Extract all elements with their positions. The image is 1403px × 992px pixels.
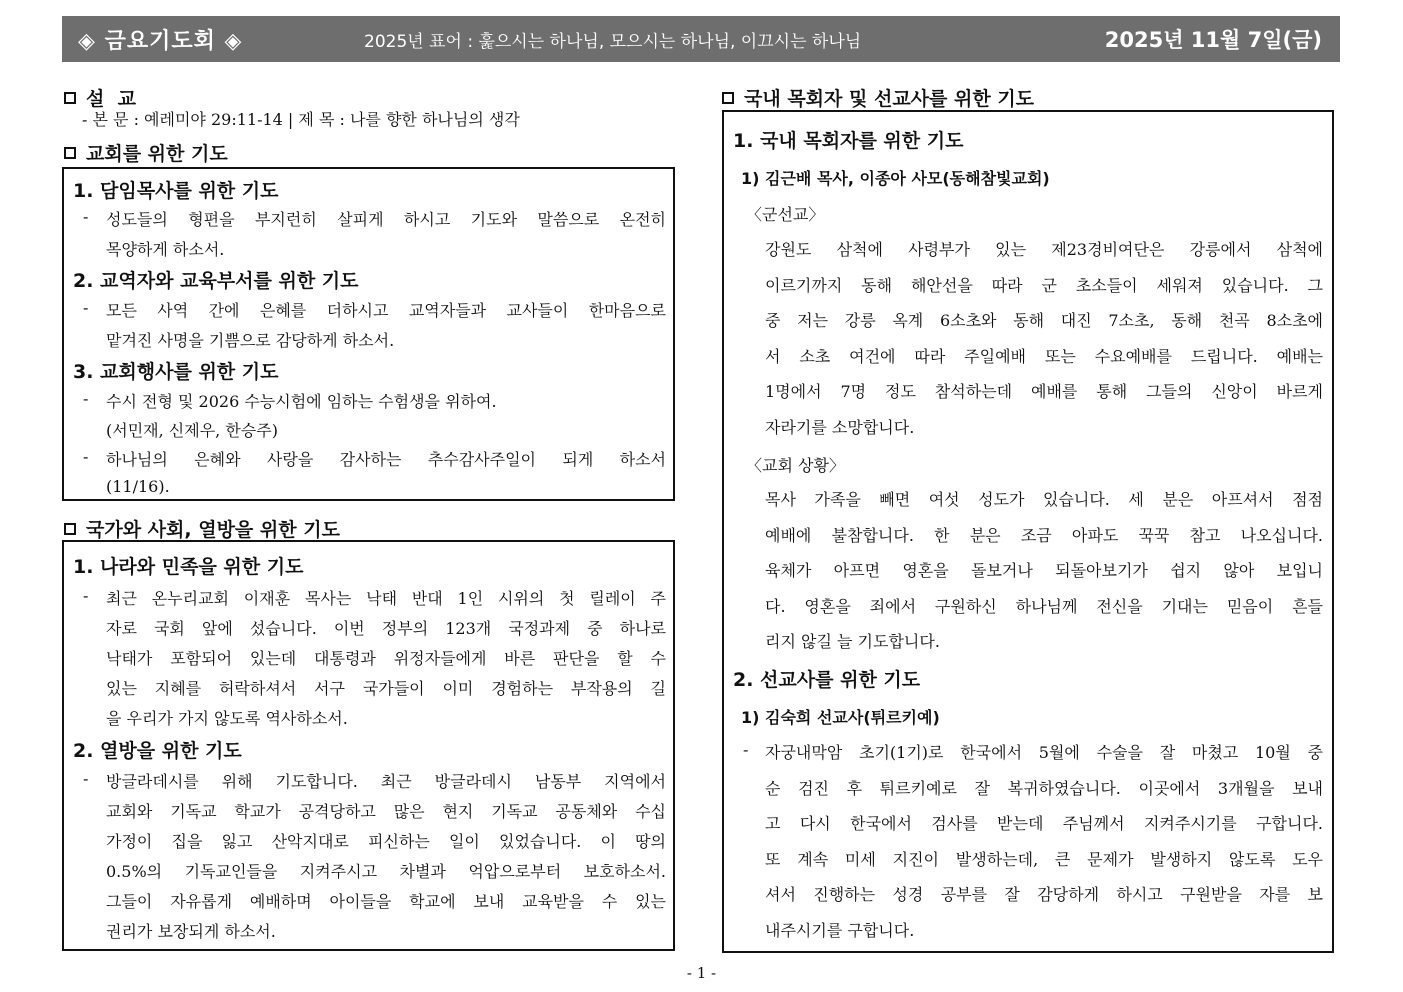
bullet-dash: - <box>743 740 749 759</box>
category-tag: 〈군선교〉 <box>746 205 825 224</box>
prayer-text: 방글라데시를 위해 기도합니다. 최근 방글라데시 남동부 지역에서 <box>106 772 666 791</box>
paragraph-line: 목사 가족을 빼면 여섯 성도가 있습니다. 세 분은 아프셔서 점점 <box>765 490 1323 509</box>
subsection-title: 1) 김근배 목사, 이종아 사모(동해참빛교회) <box>741 169 1050 188</box>
paragraph-line: 1명에서 7명 정도 참석하는데 예배를 통해 그들의 신앙이 바르게 <box>765 382 1323 402</box>
prayer-text: 수시 전형 및 2026 수능시험에 임하는 수험생을 위하여. <box>106 392 497 411</box>
paragraph-line: 순 검진 후 튀르키예로 잘 복귀하였습니다. 이곳에서 3개월을 보내 <box>765 778 1323 798</box>
paragraph-line: 예배에 불참합니다. 한 분은 조금 아파도 꾹꾹 참고 나오십니다. <box>765 525 1323 545</box>
paragraph-line: 자라기를 소망합니다. <box>765 418 915 437</box>
prayer-text: 낙태가 포함되어 있는데 대통령과 위정자들에게 바른 판단을 할 수 <box>106 649 666 668</box>
prayer-text: 교회와 기독교 학교가 공격당하고 많은 현지 기독교 공동체와 수십 <box>106 802 666 821</box>
header-bar <box>62 16 1340 62</box>
page-number: - 1 - <box>686 964 717 982</box>
paragraph-line: 다. 영혼을 죄에서 구원하신 하나님께 전신을 기대는 믿음이 흔들 <box>765 596 1323 616</box>
prayer-text: 을 우리가 가지 않도록 역사하소서. <box>106 709 348 728</box>
sermon-info: - 본 문 : 예레미야 29:11-14 | 제 목 : 나를 향한 하나님의 생각 <box>82 110 520 129</box>
nation-prayer-heading: 국가와 사회, 열방을 위한 기도 <box>64 515 340 542</box>
bullet-dash: - <box>83 769 89 788</box>
prayer-text: 그들이 자유롭게 예배하며 아이들을 학교에 보내 교육받을 수 있는 <box>106 892 666 911</box>
prayer-text: 가정이 집을 잃고 산악지대로 피신하는 일이 있었습니다. 이 땅의 <box>106 832 666 851</box>
paragraph-line: 육체가 아프면 영혼을 돌보거나 되돌아보기가 쉽지 않아 보입니 <box>765 561 1323 581</box>
paragraph-line: 또 계속 미세 지진이 발생하는데, 큰 문제가 발생하지 않도록 도우 <box>765 849 1323 869</box>
year-motto: 2025년 표어 : 훑으시는 하나님, 모으시는 하나님, 이끄시는 하나님 <box>364 31 862 52</box>
section-title: 2. 선교사를 위한 기도 <box>733 669 921 691</box>
prayer-text: (11/16). <box>106 477 170 496</box>
prayer-text: 목양하게 하소서. <box>106 240 225 259</box>
paragraph-line: 리지 않길 늘 기도합니다. <box>765 632 940 652</box>
prayer-text: 최근 온누리교회 이재훈 목사는 낙태 반대 1인 시위의 첫 릴레이 주 <box>106 589 666 608</box>
prayer-text: 권리가 보장되게 하소서. <box>106 922 276 941</box>
prayer-text: 하나님의 은혜와 사랑을 감사하는 추수감사주일이 되게 하소서 <box>106 450 666 469</box>
bullet-dash: - <box>83 447 89 466</box>
church-prayer-heading: 교회를 위한 기도 <box>64 139 228 166</box>
page-date: 2025년 11월 7일(금) <box>1104 28 1322 52</box>
bullet-dash: - <box>83 586 89 605</box>
prayer-text: 맡겨진 사명을 기쁨으로 감당하게 하소서. <box>106 331 395 350</box>
bullet-dash: - <box>83 207 89 226</box>
prayer-text: (서민재, 신제우, 한승주) <box>106 421 278 440</box>
paragraph-line: 중 저는 강릉 옥계 6소초와 동해 대진 7소초, 동해 천곡 8소초에 <box>765 311 1323 331</box>
section-title: 2. 열방을 위한 기도 <box>73 740 242 762</box>
section-title: 3. 교회행사를 위한 기도 <box>73 361 279 383</box>
checkbox-icon <box>64 147 76 159</box>
checkbox-icon <box>722 92 734 104</box>
bullet-dash: - <box>83 389 89 408</box>
paragraph-line: 이르기까지 동해 해안선을 따라 군 초소들이 세워져 있습니다. 그 <box>765 275 1323 295</box>
category-tag: 〈교회 상황〉 <box>746 456 845 475</box>
prayer-text: 자로 국회 앞에 섰습니다. 이번 정부의 123개 국정과제 중 하나로 <box>106 619 666 638</box>
prayer-text: 있는 지혜를 허락하셔서 서구 국가들이 이미 경험하는 부작용의 길 <box>106 679 666 698</box>
pastors-missionaries-panel <box>722 110 1334 953</box>
section-title: 1. 담임목사를 위한 기도 <box>73 180 279 202</box>
paragraph-line: 고 다시 한국에서 검사를 받는데 주님께서 지켜주시기를 구합니다. <box>765 814 1323 834</box>
prayer-text: 0.5%의 기독교인들을 지켜주시고 차별과 억압으로부터 보호하소서. <box>106 862 666 881</box>
paragraph-line: 내주시기를 구합니다. <box>765 921 915 940</box>
page-title: ◈ 금요기도회 ◈ <box>78 28 243 54</box>
pastors-missionaries-heading: 국내 목회자 및 선교사를 위한 기도 <box>722 84 1034 111</box>
nation-prayer-panel <box>62 540 675 951</box>
church-prayer-panel <box>62 167 675 501</box>
checkbox-icon <box>64 523 76 535</box>
prayer-text: 모든 사역 간에 은혜를 더하시고 교역자들과 교사들이 한마음으로 <box>106 301 666 320</box>
paragraph-line: 강원도 삼척에 사령부가 있는 제23경비여단은 강릉에서 삼척에 <box>765 240 1323 259</box>
bullet-dash: - <box>83 298 89 317</box>
subsection-title: 1) 김숙희 선교사(튀르키예) <box>741 708 940 727</box>
paragraph-line: 서 소초 여건에 따라 주일예배 또는 수요예배를 드립니다. 예배는 <box>765 346 1323 366</box>
checkbox-icon <box>64 92 76 104</box>
section-title: 1. 나라와 민족을 위한 기도 <box>73 556 304 578</box>
sermon-heading: 설 교 <box>64 84 136 111</box>
prayer-text: 성도들의 형편을 부지런히 살피게 하시고 기도와 말씀으로 온전히 <box>106 210 666 229</box>
section-title: 2. 교역자와 교육부서를 위한 기도 <box>73 270 359 292</box>
section-title: 1. 국내 목회자를 위한 기도 <box>733 130 964 152</box>
paragraph-line: 자궁내막암 초기(1기)로 한국에서 5월에 수술을 잘 마쳤고 10월 중 <box>765 743 1323 762</box>
paragraph-line: 셔서 진행하는 성경 공부를 잘 감당하게 하시고 구원받을 자를 보 <box>765 885 1323 905</box>
